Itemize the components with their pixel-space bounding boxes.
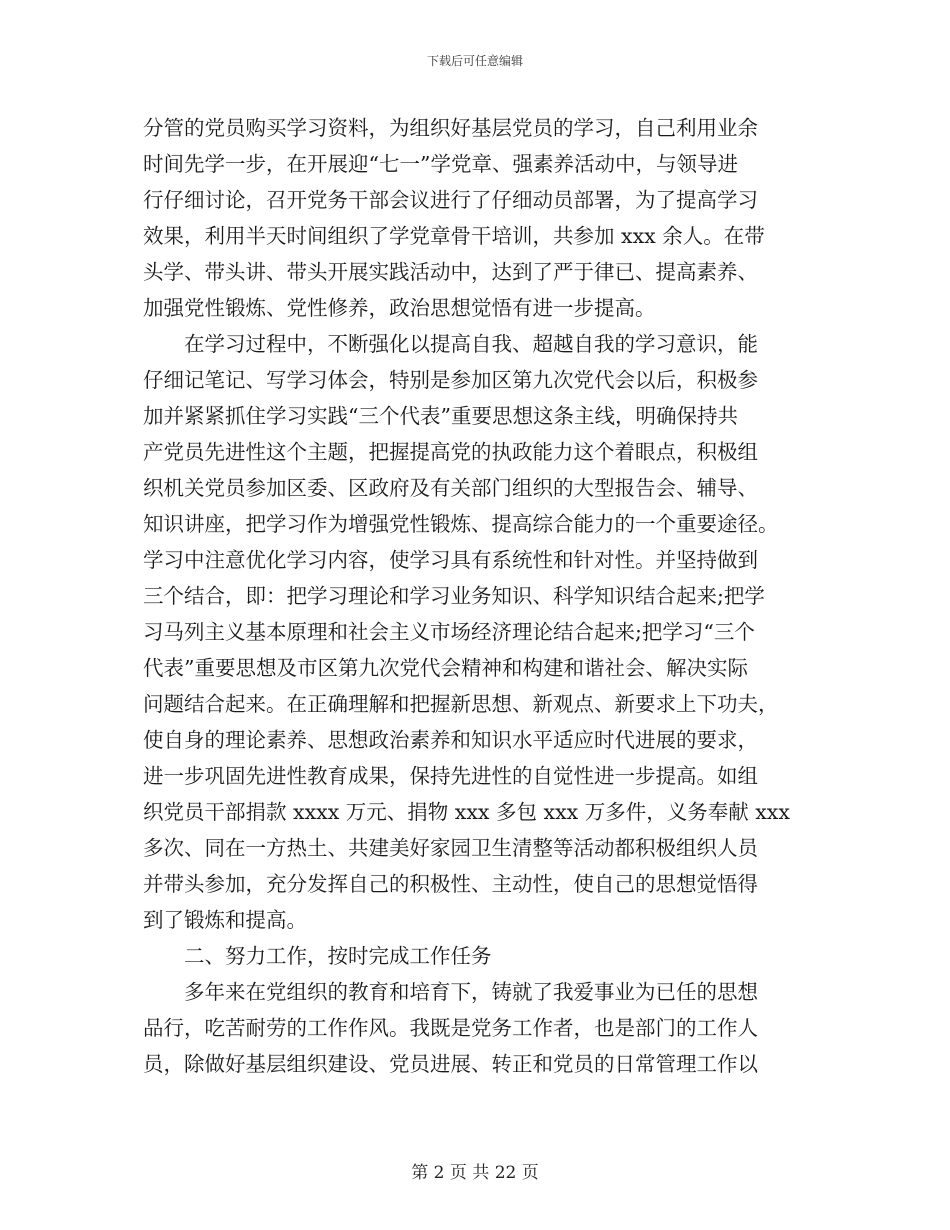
- text-line: 员，除做好基层组织建设、党员进展、转正和党员的日常管理工作以: [143, 1052, 758, 1076]
- text-line: 织机关党员参加区委、区政府及有关部门组织的大型报告会、辅导、: [143, 476, 758, 500]
- text-line: 并带头参加，充分发挥自己的积极性、主动性，使自己的思想觉悟得: [143, 872, 758, 896]
- text-line: 效果，利用半天时间组织了学党章骨干培训，共参加 xxx 余人。在带: [143, 224, 765, 248]
- text-line: 问题结合起来。在正确理解和把握新思想、新观点、新要求上下功夫，: [143, 692, 779, 716]
- text-line: 品行，吃苦耐劳的工作作风。我既是党务工作者，也是部门的工作人: [143, 1016, 758, 1040]
- text-line: 知识讲座，把学习作为增强党性锻炼、提高综合能力的一个重要途径。: [143, 512, 779, 536]
- document-body: [143, 110, 803, 1082]
- text-line: 多年来在党组织的教育和培育下，铸就了我爱事业为已任的思想: [143, 980, 758, 1004]
- text-line: 加强党性锻炼、党性修养，政治思想觉悟有进一步提高。: [143, 296, 656, 320]
- page-header: 下载后可任意编辑: [426, 54, 523, 68]
- text-line: 进一步巩固先进性教育成果，保持先进性的自觉性进一步提高。如组: [143, 764, 758, 788]
- text-line: 行仔细讨论，召开党务干部会议进行了仔细动员部署，为了提高学习: [143, 188, 758, 212]
- text-line: 使自身的理论素养、思想政治素养和知识水平适应时代进展的要求，: [143, 728, 758, 752]
- text-line: 产党员先进性这个主题，把握提高党的执政能力这个着眼点，积极组: [143, 440, 758, 464]
- text-line: 多次、同在一方热土、共建美好家园卫生清整等活动都积极组织人员: [143, 836, 758, 860]
- text-line: 加并紧紧抓住学习实践“三个代表”重要思想这条主线，明确保持共: [143, 404, 738, 428]
- text-line: 三个结合，即：把学习理论和学习业务知识、科学知识结合起来;把学: [143, 584, 765, 608]
- text-line: 到了锻炼和提高。: [143, 908, 307, 932]
- text-line: 仔细记笔记、写学习体会，特别是参加区第九次党代会以后，积极参: [143, 368, 758, 392]
- text-line: 代表”重要思想及市区第九次党代会精神和构建和谐社会、解决实际: [143, 656, 748, 680]
- text-line: 时间先学一步，在开展迎“七一”学党章、强素养活动中，与领导进: [143, 152, 738, 176]
- text-line: 习马列主义基本原理和社会主义市场经济理论结合起来;把学习“三个: [143, 620, 755, 644]
- text-line: 在学习过程中，不断强化以提高自我、超越自我的学习意识，能: [143, 332, 758, 356]
- text-line: 分管的党员购买学习资料，为组织好基层党员的学习，自己利用业余: [143, 116, 758, 140]
- section-heading: 二、努力工作，按时完成工作任务: [143, 944, 492, 968]
- page-number: 第 2 页 共 22 页: [411, 1163, 539, 1183]
- text-line: 织党员干部捐款 xxxx 万元、捐物 xxx 多包 xxx 万多件，义务奉献 xxx: [143, 800, 790, 824]
- text-line: 学习中注意优化学习内容，使学习具有系统性和针对性。并坚持做到: [143, 548, 758, 572]
- text-line: 头学、带头讲、带头开展实践活动中，达到了严于律已、提高素养、: [143, 260, 758, 284]
